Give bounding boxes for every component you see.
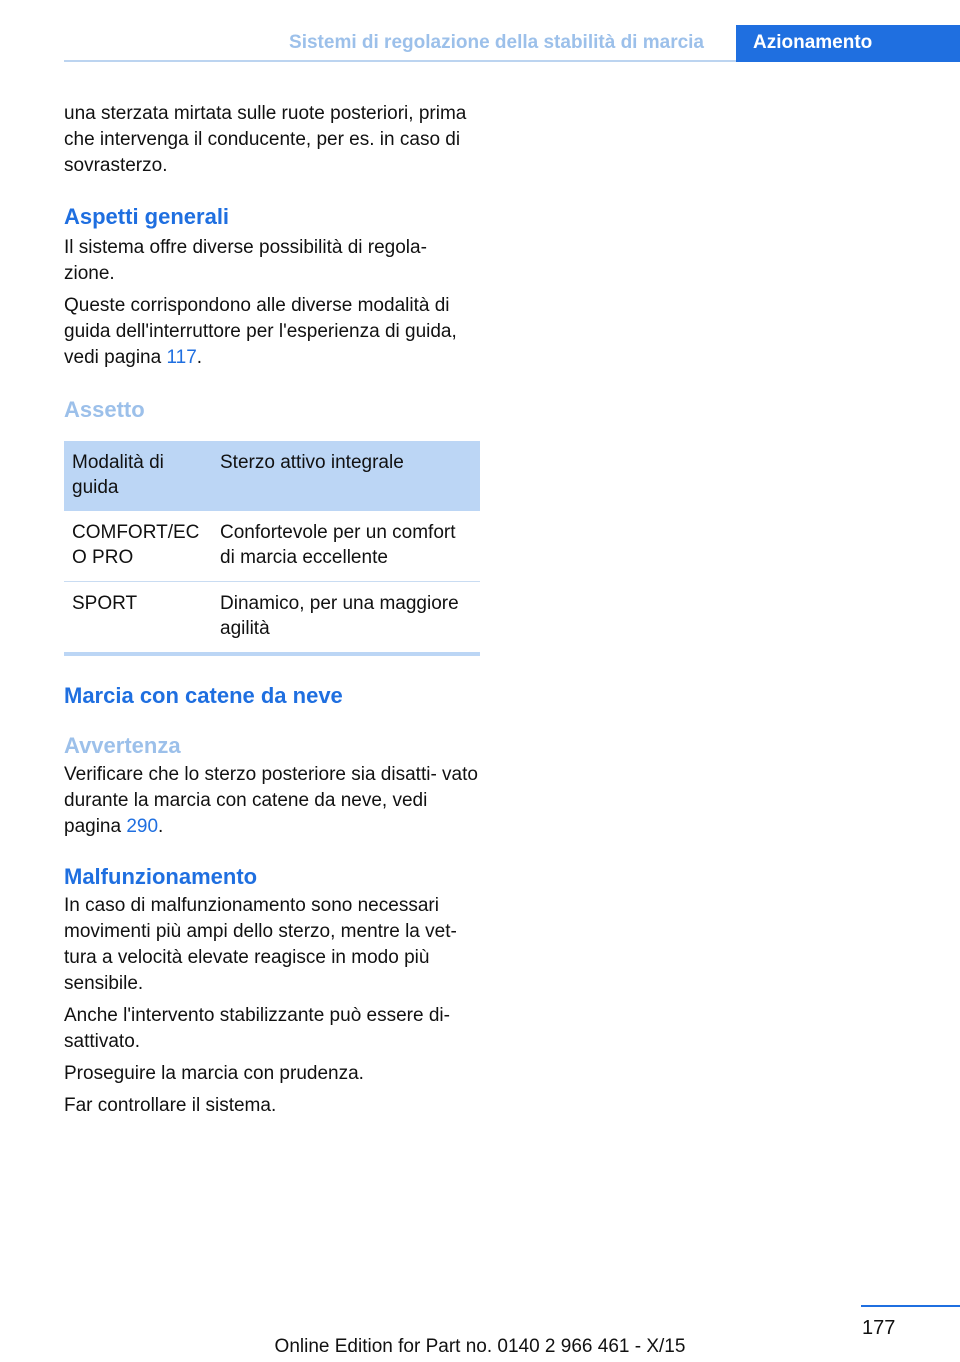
page-link-117[interactable]: 117: [166, 347, 197, 368]
page-content: [64, 101, 482, 1119]
footer-edition: Online Edition for Part no. 0140 2 966 461 - X/15: [274, 1336, 686, 1357]
table-header-row: [64, 441, 480, 511]
heading-general: Aspetti generali: [64, 204, 230, 229]
table-row: [64, 511, 480, 582]
section-snow-chains: [64, 682, 482, 840]
section-assetto: [64, 396, 482, 656]
column-header-mode: Modalità di guida: [72, 452, 164, 498]
malfunction-paragraph-1: In caso di malfunzionamento sono necessari movimenti più ampi dello sterzo, mentre la vet‐ tura a velocità elevate reagisce in modo più sensibile.: [64, 895, 457, 994]
intro-paragraph: una sterzata mirtata sulle ruote posteriori, prima che intervenga il conducente, per es. in caso di sovrasterzo.: [64, 103, 467, 176]
table-row: [64, 582, 480, 655]
table-cell-mode: SPORT: [64, 582, 212, 655]
heading-malfunction: Malfunzionamento: [64, 864, 258, 889]
table-cell-description: Confortevole per un comfort di marcia eccellente: [212, 511, 480, 582]
general-paragraph-2: Queste corrispondono alle diverse modalità di guida dell'interruttore per l'esperienza di guida, vedi pagina 117.: [64, 295, 457, 368]
malfunction-paragraph-2: Anche l'intervento stabilizzante può essere di‐ sattivato.: [64, 1005, 450, 1052]
section-malfunction: [64, 863, 482, 1119]
table-cell-mode: COMFORT/ECO PRO: [64, 511, 212, 582]
section-general: [64, 203, 482, 371]
heading-snow-chains: Marcia con catene da neve: [64, 683, 343, 708]
heading-assetto: Assetto: [64, 397, 145, 422]
general-paragraph-1: Il sistema offre diverse possibilità di regola‐ zione.: [64, 237, 427, 284]
page-number: 177: [862, 1317, 896, 1339]
running-header-chapter-tab: Azionamento: [736, 25, 960, 62]
malfunction-paragraph-3: Proseguire la marcia con prudenza.: [64, 1063, 364, 1084]
page-link-290[interactable]: 290: [126, 816, 159, 837]
malfunction-paragraph-4: Far controllare il sistema.: [64, 1095, 277, 1116]
running-header-section: Sistemi di regolazione della stabilità di marcia: [289, 32, 704, 53]
heading-warning: Avvertenza: [64, 733, 181, 758]
table-cell-description: Dinamico, per una maggiore agilità: [212, 582, 480, 655]
column-header-steering: Sterzo attivo integrale: [220, 452, 404, 473]
warning-paragraph: Verificare che lo sterzo posteriore sia disatti‐ vato durante la marcia con catene da neve, vedi pagina 290.: [64, 764, 478, 837]
assetto-table: [64, 441, 480, 656]
footer-rule: [861, 1305, 960, 1307]
